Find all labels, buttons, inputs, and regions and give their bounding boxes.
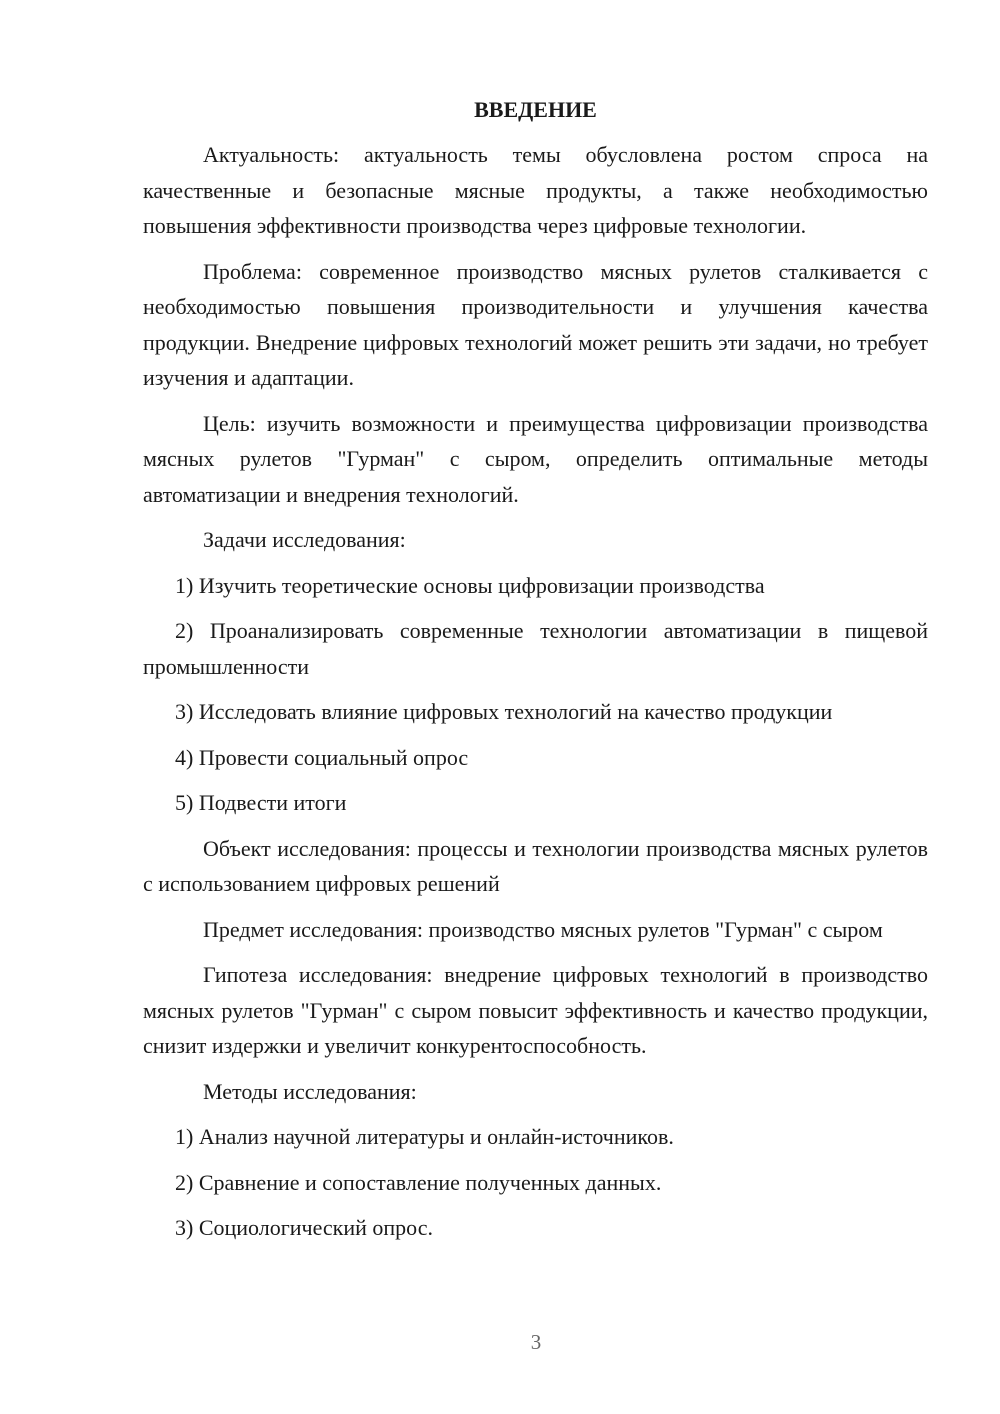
relevance-paragraph: Актуальность: актуальность темы обусловлена ростом спроса на качественные и безопасные мясные продукты, а также необходимостью повышения эффективности производства через цифровые технологии. — [143, 142, 928, 238]
method-item: 3) Социологический опрос. — [175, 1215, 433, 1240]
method-item: 2) Сравнение и сопоставление полученных данных. — [175, 1169, 662, 1195]
task-item: 5) Подвести итоги — [175, 790, 347, 815]
subject-paragraph: Предмет исследования: производство мясных рулетов "Гурман" с сыром — [203, 916, 883, 942]
task-item: 1) Изучить теоретические основы цифровизации производства — [175, 572, 765, 598]
problem-paragraph: Проблема: современное производство мясных рулетов сталкивается с необходимостью повышения производительности и улучшения качества продукции. Внедрение цифровых технологий может решить эти задачи, но требует изучения и адаптации. — [143, 258, 928, 390]
method-item: 1) Анализ научной литературы и онлайн-источников. — [175, 1124, 674, 1149]
page-title: ВВЕДЕНИЕ — [474, 97, 597, 122]
task-item: 4) Провести социальный опрос — [175, 744, 469, 770]
methods-heading: Методы исследования: — [203, 1078, 417, 1104]
document-page — [143, 92, 928, 1256]
task-item: 2) Проанализировать современные технологии автоматизации в пищевой промышленности — [143, 618, 928, 679]
page-number: 3 — [530, 1330, 542, 1354]
object-paragraph: Объект исследования: процессы и технологии производства мясных рулетов с использованием цифровых решений — [143, 835, 928, 896]
tasks-heading: Задачи исследования: — [203, 527, 406, 552]
goal-paragraph: Цель: изучить возможности и преимущества цифровизации производства мясных рулетов "Гурман" с сыром, определить оптимальные методы автоматизации и внедрения технологий. — [143, 410, 928, 507]
hypothesis-paragraph: Гипотеза исследования: внедрение цифровых технологий в производство мясных рулетов "Гурман" с сыром повысит эффективность и качество продукции, снизит издержки и увеличит конкурентоспособность. — [143, 962, 928, 1058]
task-item: 3) Исследовать влияние цифровых технологий на качество продукции — [175, 699, 833, 724]
